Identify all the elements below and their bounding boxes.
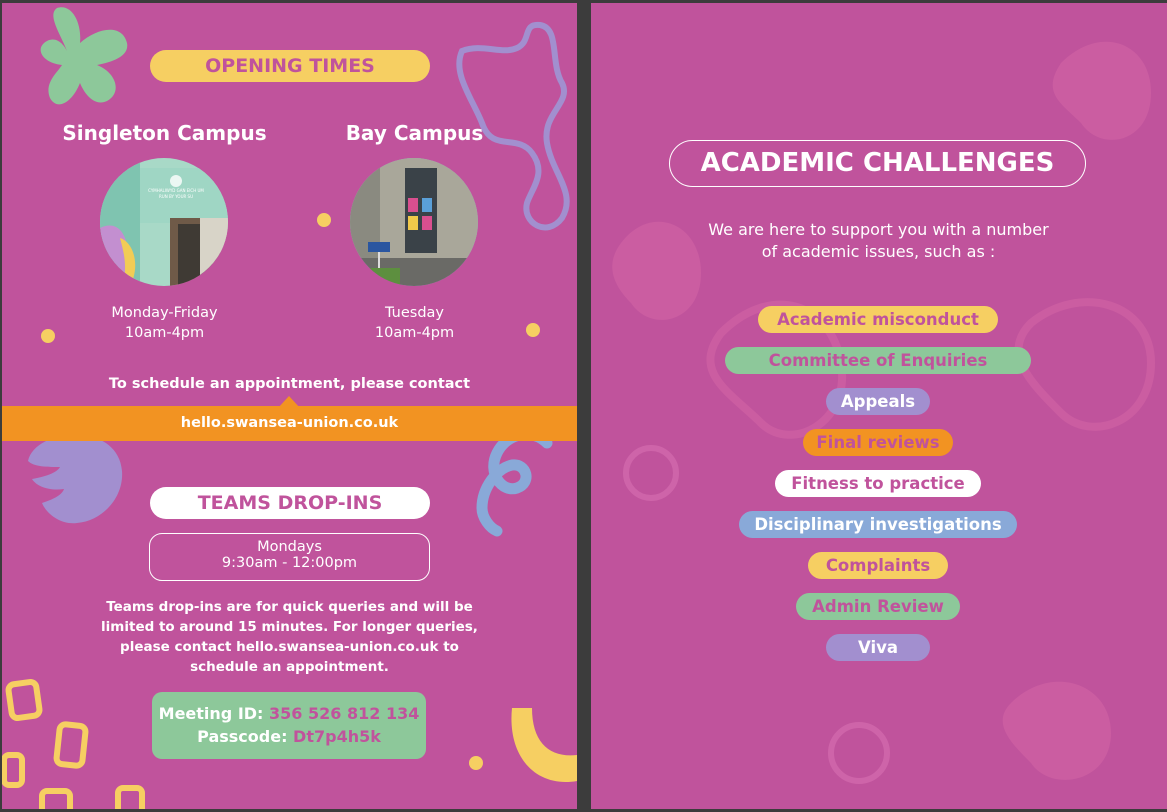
bay-campus-title: Bay Campus	[345, 121, 484, 145]
teams-description: Teams drop-ins are for quick queries and will be limited to around 15 minutes. For longer queries, please contact hello.swansea-union.co.uk to schedule an appointment.	[101, 599, 478, 675]
left-page	[2, 3, 577, 809]
bay-hours: 10am-4pm	[374, 325, 455, 341]
yellow-square-shape	[56, 724, 86, 766]
issue-pill: Disciplinary investigations	[739, 511, 1017, 538]
singleton-photo-image	[100, 158, 228, 286]
teams-hours: 9:30am - 12:00pm	[221, 555, 358, 571]
yellow-square-shape	[118, 788, 142, 809]
singleton-days: Monday-Friday	[111, 305, 218, 321]
meeting-id-row	[152, 702, 426, 725]
yellow-dot	[317, 213, 331, 227]
meeting-id-value: 356 526 812 134	[269, 704, 420, 723]
passcode-label: Passcode:	[197, 727, 288, 746]
teams-drop-ins-banner: TEAMS DROP-INS	[150, 487, 430, 519]
issue-pill: Committee of Enquiries	[725, 347, 1031, 374]
issue-pill: Fitness to practice	[775, 470, 981, 497]
faint-circle	[831, 725, 887, 781]
faint-circle	[626, 448, 676, 498]
passcode-value: Dt7p4h5k	[293, 727, 381, 746]
bay-campus-photo	[350, 158, 478, 286]
faint-squiggle	[1019, 302, 1151, 427]
banner-notch	[278, 396, 300, 408]
bay-days: Tuesday	[385, 305, 444, 321]
teams-day: Mondays	[257, 539, 322, 555]
academic-challenges-title: ACADEMIC CHALLENGES	[669, 140, 1086, 187]
issue-pill: Viva	[826, 634, 930, 661]
faint-blob	[1003, 682, 1111, 780]
yellow-square-shape	[42, 791, 70, 809]
meeting-id-label: Meeting ID:	[158, 704, 264, 723]
purple-fan-shape	[28, 435, 122, 524]
schedule-text: To schedule an appointment, please contact	[108, 376, 471, 392]
intro-text: We are here to support you with a number of academic issues, such as :	[708, 220, 1049, 261]
issue-pill: Complaints	[808, 552, 948, 579]
singleton-hours: 10am-4pm	[124, 325, 205, 341]
meeting-info-box	[152, 692, 426, 759]
teams-schedule-box	[149, 533, 430, 581]
issue-pill: Academic misconduct	[758, 306, 998, 333]
issue-pill: Final reviews	[803, 429, 953, 456]
singleton-sign-text: CYMHALIWYD GAN EICH UM RUN BY YOUR SU	[148, 188, 204, 199]
blue-curl-shape	[482, 434, 547, 531]
yellow-u-shape	[511, 708, 577, 782]
yellow-square-shape	[4, 755, 22, 785]
bay-photo-image	[350, 158, 478, 286]
yellow-dot	[469, 756, 483, 770]
green-leaf-shape	[41, 7, 128, 104]
opening-times-banner: OPENING TIMES	[150, 50, 430, 82]
singleton-campus-title: Singleton Campus	[62, 121, 267, 145]
issue-pill: Appeals	[826, 388, 930, 415]
issue-pill: Admin Review	[796, 593, 960, 620]
email-link[interactable]: hello.swansea-union.co.uk	[180, 415, 399, 431]
faint-blob	[1053, 42, 1151, 140]
singleton-campus-photo	[100, 158, 228, 286]
passcode-row	[152, 725, 426, 748]
right-page	[591, 3, 1167, 809]
yellow-square-shape	[8, 681, 40, 719]
